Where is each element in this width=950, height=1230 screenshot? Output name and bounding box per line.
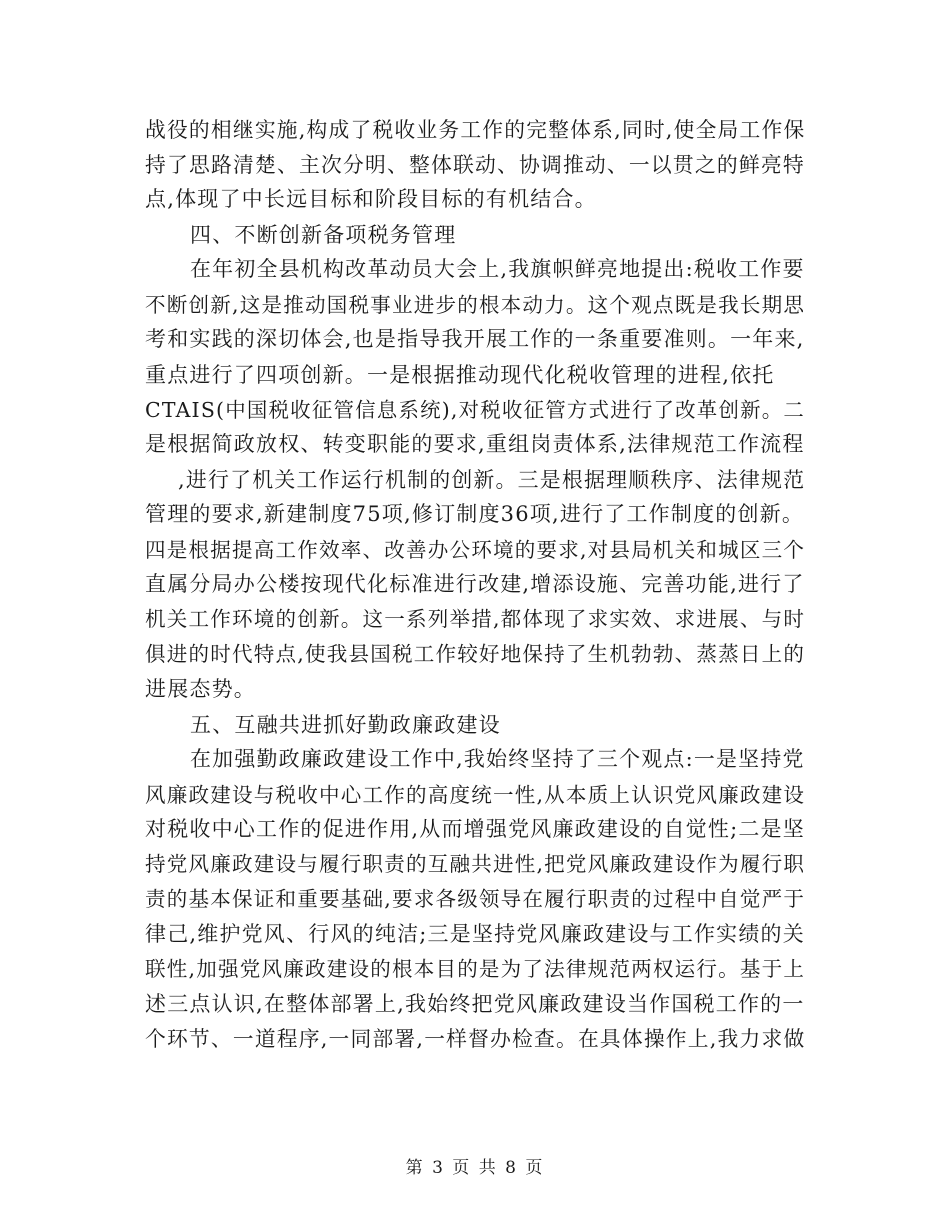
text-line: ,进行了机关工作运行机制的创新。三是根据理顺秩序、法律规范 [178, 468, 806, 492]
text-line: 进展态势。 [145, 677, 256, 701]
text-line: 直属分局办公楼按现代化标准进行改建,增添设施、完善功能,进行了 [145, 572, 805, 596]
section-heading: 四、不断创新备项税务管理 [190, 223, 457, 247]
text-line: 机关工作环境的创新。这一系列举措,都体现了求实效、求进展、与时 [145, 607, 806, 631]
text-line: 四是根据提高工作效率、改善办公环境的要求,对县局机关和城区三个 [145, 538, 806, 562]
text-line: 不断创新,这是推动国税事业进步的根本动力。这个观点既是我长期思 [145, 293, 806, 317]
text-line: 点,体现了中长远目标和阶段目标的有机结合。 [145, 187, 597, 211]
text-line: 在加强勤政廉政建设工作中,我始终坚持了三个观点:一是坚持党 [190, 747, 805, 771]
text-line: 俱进的时代特点,使我县国税工作较好地保持了生机勃勃、蒸蒸日上的 [145, 642, 806, 666]
text-line: 律己,维护党风、行风的纯洁;三是坚持党风廉政建设与工作实绩的关 [145, 922, 805, 946]
text-line: 战役的相继实施,构成了税收业务工作的完整体系,同时,使全局工作保 [145, 118, 806, 142]
text-line: 述三点认识,在整体部署上,我始终把党风廉政建设当作国税工作的一 [145, 992, 805, 1016]
text-line: 风廉政建设与税收中心工作的高度统一性,从本质上认识党风廉政建设 [145, 783, 806, 807]
text-line: 考和实践的深切体会,也是指导我开展工作的一条重要准则。一年来, [145, 327, 805, 351]
text-line: 管理的要求,新建制度75项,修订制度36项,进行了工作制度的创新。 [145, 502, 805, 526]
text-line: 对税收中心工作的促进作用,从而增强党风廉政建设的自觉性;二是坚 [145, 817, 805, 841]
text-line: 持了思路清楚、主次分明、整体联动、协调推动、一以贯之的鲜亮特 [145, 153, 805, 177]
text-line: 个环节、一道程序,一同部署,一样督办检查。在具体操作上,我力求做 [145, 1027, 806, 1051]
text-line: 持党风廉政建设与履行职责的互融共进性,把党风廉政建设作为履行职 [145, 852, 806, 876]
text-line: CTAIS(中国税收征管信息系统),对税收征管方式进行了改革创新。二 [145, 398, 806, 422]
text-line: 责的基本保证和重要基础,要求各级领导在履行职责的过程中自觉严于 [145, 887, 806, 911]
page-footer: 第 3 页 共 8 页 [405, 1158, 545, 1178]
text-line: 联性,加强党风廉政建设的根本目的是为了法律规范两权运行。基于上 [145, 957, 806, 981]
text-line: 重点进行了四项创新。一是根据推动现代化税收管理的进程,依托 [145, 363, 775, 387]
text-line: 在年初全县机构改革动员大会上,我旗帜鲜亮地提出:税收工作要 [190, 257, 805, 281]
section-heading: 五、互融共进抓好勤政廉政建设 [190, 713, 501, 737]
text-line: 是根据简政放权、转变职能的要求,重组岗责体系,法律规范工作流程 [145, 432, 805, 456]
